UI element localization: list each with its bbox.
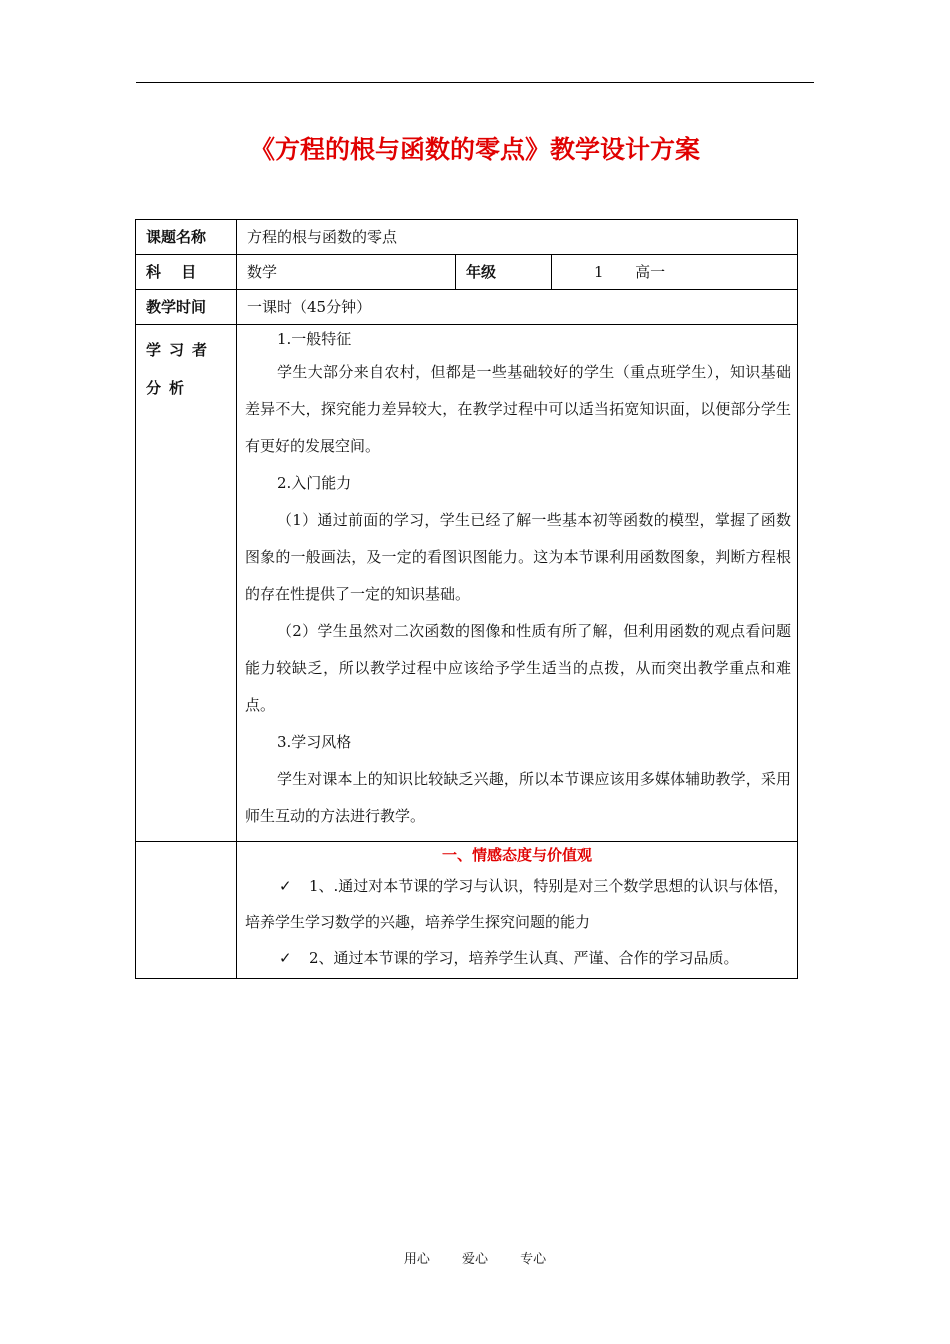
learning-style-heading: 3.学习风格 — [277, 733, 352, 751]
goals-row — [136, 842, 798, 979]
goal-item-2-text: 2、通过本节课的学习，培养学生认真、严谨、合作的学习品质。 — [309, 949, 739, 967]
check-icon: ✓ — [279, 877, 292, 895]
subject-row — [136, 255, 798, 290]
topic-value: 方程的根与函数的零点 — [237, 220, 798, 255]
topic-label: 课题名称 — [136, 220, 237, 255]
topic-row — [136, 220, 798, 255]
grade-cell — [552, 255, 798, 290]
document-title: 《方程的根与函数的零点》教学设计方案 — [249, 135, 700, 164]
learning-style-text: 学生对课本上的知识比较缺乏兴趣，所以本节课应该用多媒体辅助教学，采用师生互动的方法进行教学。 — [245, 770, 791, 825]
time-value: 一课时（45分钟） — [237, 290, 798, 325]
entry-ability-text-2: （2）学生虽然对二次函数的图像和性质有所了解，但利用函数的观点看问题能力较缺乏，所以教学过程中应该给予学生适当的点拨，从而突出教学重点和难点。 — [245, 622, 791, 714]
entry-ability-text-1: （1）通过前面的学习，学生已经了解一些基本初等函数的模型，掌握了函数图象的一般画法，及一定的看图识图能力。这为本节课利用函数图象，判断方程根的存在性提供了一定的知识基础。 — [245, 511, 791, 603]
subject-label: 科 目 — [136, 255, 237, 290]
goals-heading: 一、情感态度与价值观 — [441, 846, 592, 864]
check-icon: ✓ — [279, 949, 292, 967]
goals-label-empty — [136, 842, 237, 979]
time-label: 教学时间 — [136, 290, 237, 325]
subject-value: 数学 — [237, 255, 456, 290]
footer-word-1: 用心 — [403, 1252, 430, 1267]
time-row — [136, 290, 798, 325]
grade-label: 年级 — [456, 255, 552, 290]
goal-item-1 — [237, 868, 797, 940]
general-traits-heading: 1.一般特征 — [277, 330, 352, 348]
general-traits-text: 学生大部分来自农村，但都是一些基础较好的学生（重点班学生），知识基础差异不大，探究能力差异较大，在教学过程中可以适当拓宽知识面，以便部分学生有更好的发展空间。 — [245, 363, 791, 455]
analysis-content — [237, 325, 798, 842]
grade-number: 1 — [594, 263, 604, 281]
goal-item-2 — [237, 940, 797, 976]
header-rule — [136, 82, 814, 83]
entry-ability-heading: 2.入门能力 — [277, 474, 352, 492]
grade-value: 高一 — [635, 263, 666, 281]
analysis-row — [136, 325, 798, 842]
goals-content — [237, 842, 798, 979]
page-footer — [0, 1248, 950, 1267]
goal-item-1-text: 1、.通过对本节课的学习与认识，特别是对三个数学思想的认识与体悟，培养学生学习数学的兴趣，培养学生探究问题的能力 — [245, 877, 789, 931]
footer-word-3: 专心 — [520, 1252, 547, 1267]
lesson-plan-table — [135, 219, 798, 979]
footer-word-2: 爱心 — [461, 1252, 488, 1267]
analysis-label: 学习者分析 — [136, 325, 237, 842]
